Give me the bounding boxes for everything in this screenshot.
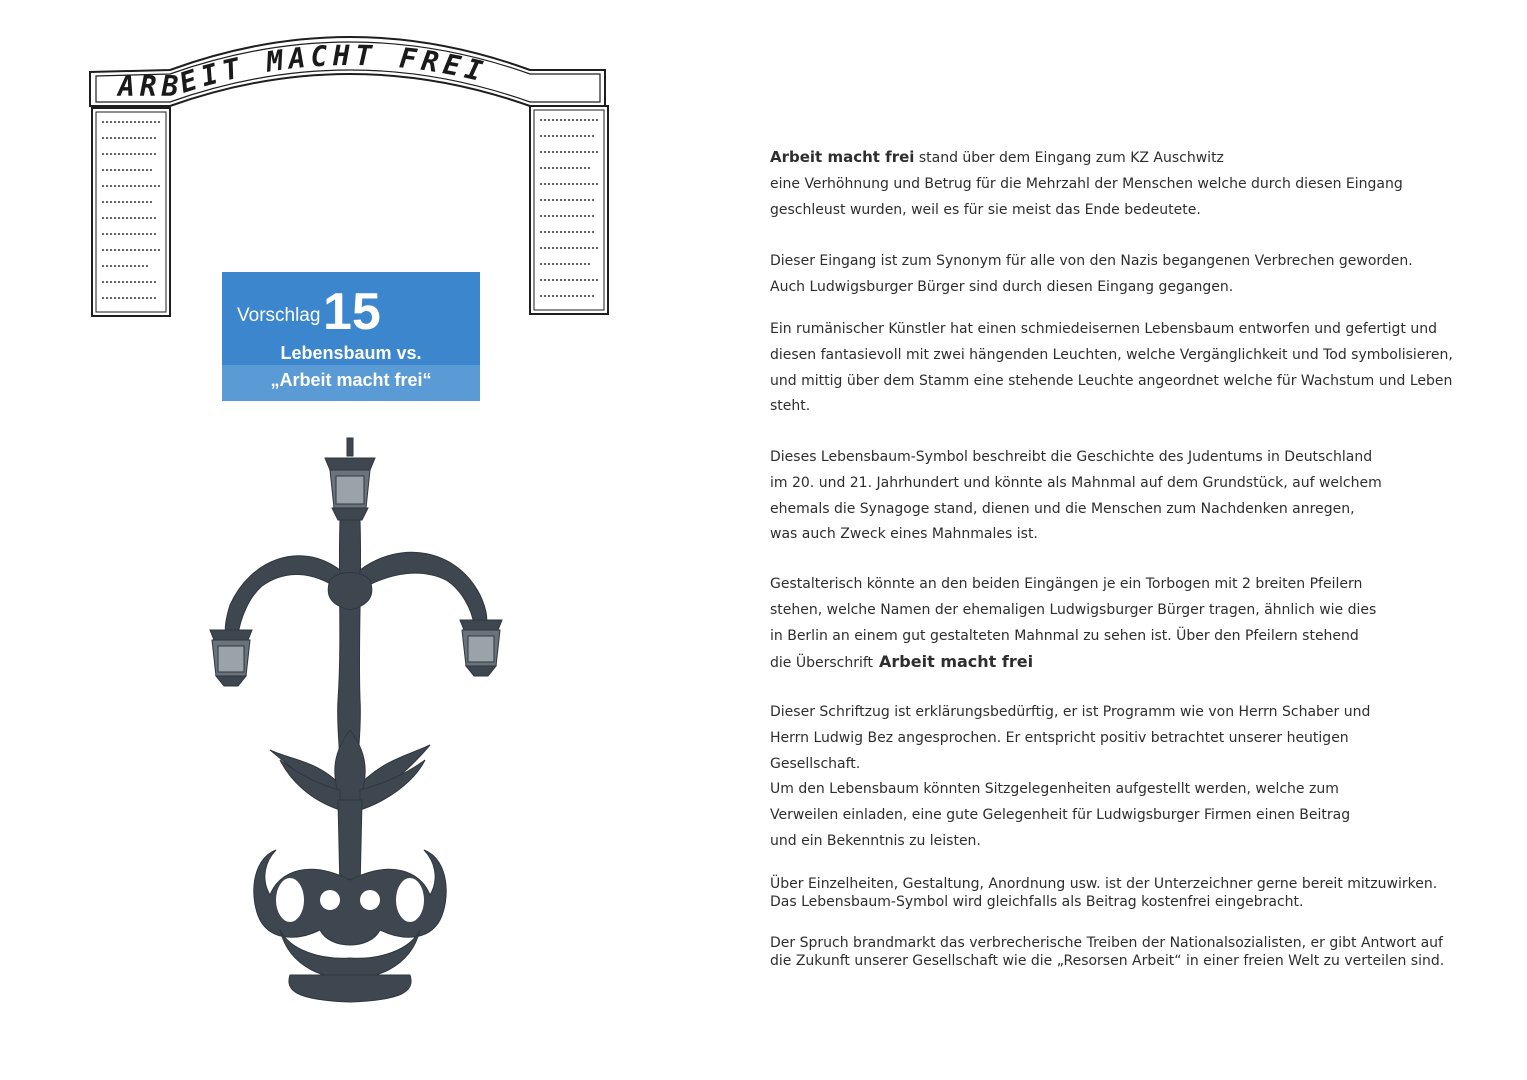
gate-inscription: ARBEIT MACHT FREI [117, 38, 491, 103]
paragraph-8: Der Spruch brandmarkt das verbrecherische Treiben der Nationalsozialisten, er gibt Antwort auf die Zukunft unserer Gesellschaft wie die „Resorsen Arbeit“ in einer freien Welt zu verteilen sind. [770, 935, 1445, 969]
paragraph-6: Dieser Schriftzug ist erklärungsbedürftig, er ist Programm wie von Herrn Schaber und Herrn Ludwig Bez angesprochen. Er entspricht positiv betrachtet unserer heutigen Gesellschaft. Um den Lebensbaum könnten Sitzgelegenheiten aufgestellt werden, welche zum Verweilen einladen, eine gute Gelegenheit für Ludwigsburger Firmen einen Beitrag und ein Bekenntnis zu leisten. [770, 704, 1371, 849]
emphasis-arbeit-macht-frei-2: Arbeit macht frei [879, 652, 1034, 672]
tree-of-life-image [180, 430, 530, 1030]
badge-label: Vorschlag [237, 305, 321, 326]
paragraph-5: Gestalterisch könnte an den beiden Eingängen je ein Torbogen mit 2 breiten Pfeilern stehen, welche Namen der ehemaligen Ludwigsburger Bürger tragen, ähnlich wie dies in Berlin an einem gut gestalteten Mahnmal zu sehen ist. Über den Pfeilern stehend die Überschrift Arbeit macht frei [770, 576, 1377, 672]
paragraph-7: Über Einzelheiten, Gestaltung, Anordnung usw. ist der Unterzeichner gerne bereit mitzuwirken. Das Lebensbaum-Symbol wird gleichfalls als Beitrag kostenfrei eingebracht. [770, 876, 1438, 910]
badge-number: 15 [323, 283, 381, 341]
paragraph-1: Arbeit macht frei stand über dem Eingang zum KZ Auschwitz eine Verhöhnung und Betrug für die Mehrzahl der Menschen welche durch diesen Eingang geschleust wurden, weil es für sie meist das Ende bedeutete. [770, 148, 1403, 218]
proposal-badge [222, 272, 480, 401]
paragraph-2: Dieser Eingang ist zum Synonym für alle von den Nazis begangenen Verbrechen geworden. Auch Ludwigsburger Bürger sind durch diesen Eingang gegangen. [770, 253, 1413, 295]
paragraph-3: Ein rumänischer Künstler hat einen schmiedeisernen Lebensbaum entworfen und gefertigt und diesen fantasievoll mit zwei hängenden Leuchten, welche Vergänglichkeit und Tod symbolisieren, und mittig über dem Stamm eine stehende Leuchte angeordnet welche für Wachstum und Leben steht. [770, 321, 1453, 415]
badge-title-line1: Lebensbaum vs. [280, 343, 422, 363]
emphasis-arbeit-macht-frei: Arbeit macht frei [770, 148, 915, 166]
badge-title-line2: „Arbeit macht frei“ [270, 370, 432, 390]
paragraph-4: Dieses Lebensbaum-Symbol beschreibt die Geschichte des Judentums in Deutschland im 20. und 21. Jahrhundert und könnte als Mahnmal auf dem Grundstück, auf welchem ehemals die Synagoge stand, dienen und die Menschen zum Nachdenken anregen, was auch Zweck eines Mahnmales ist. [770, 449, 1382, 543]
